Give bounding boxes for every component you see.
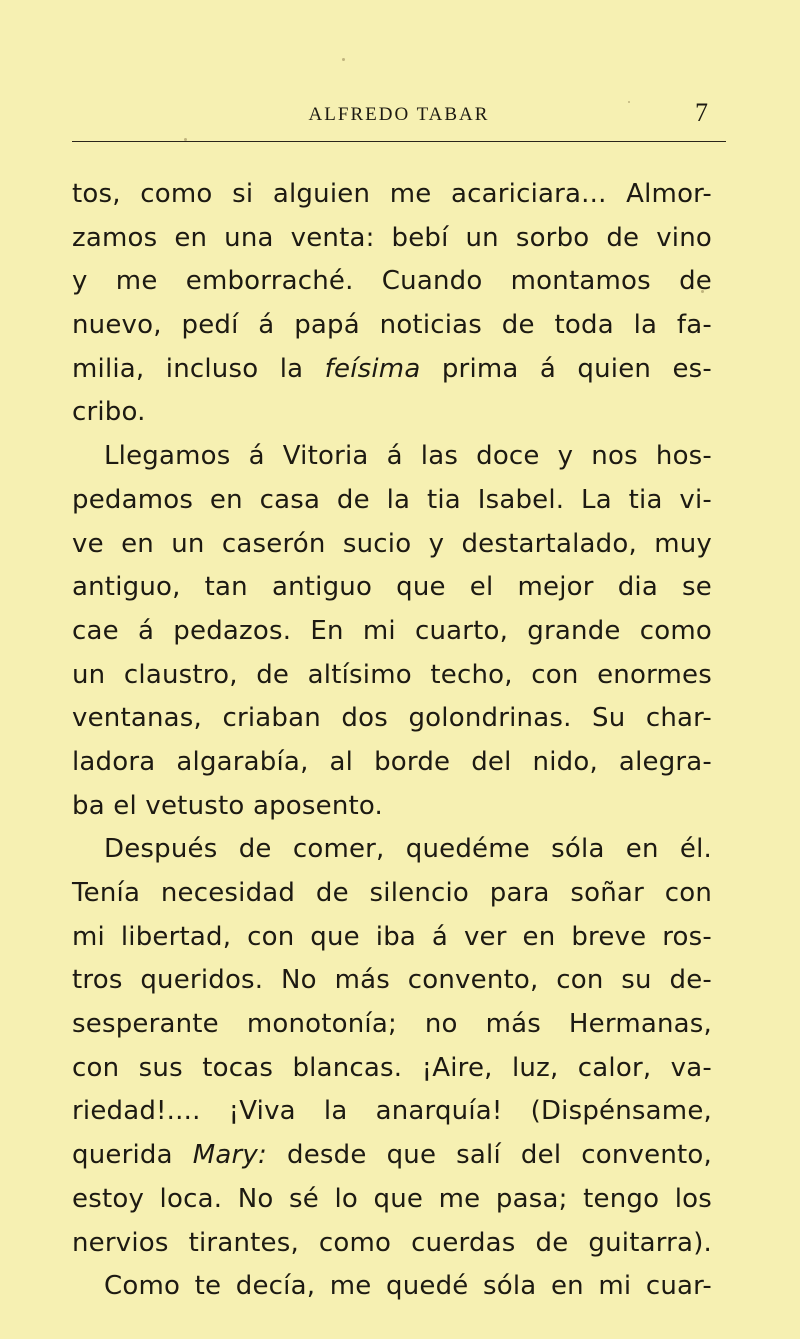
paper-speck bbox=[342, 58, 345, 61]
running-title: ALFREDO TABAR bbox=[308, 104, 490, 125]
italic-word: feísima bbox=[324, 353, 421, 384]
text-line: Llegamos á Vitoria á las doce y nos hos- bbox=[104, 441, 712, 472]
paper-speck bbox=[701, 290, 704, 293]
text-line: riedad!.... ¡Viva la anarquía! (Dispénsame, bbox=[72, 1096, 712, 1127]
text-line: antiguo, tan antiguo que el mejor dia se bbox=[72, 572, 712, 603]
header-rule bbox=[72, 141, 726, 142]
paragraph-2 bbox=[72, 435, 712, 828]
italic-word: Mary: bbox=[192, 1140, 267, 1171]
running-header bbox=[72, 98, 726, 140]
text-line: nervios tirantes, como cuerdas de guitarra). bbox=[72, 1227, 712, 1258]
paper-speck bbox=[628, 101, 630, 103]
text-line: querida Mary: desde que salí del convento, bbox=[72, 1140, 712, 1171]
text-line: ventanas, criaban dos golondrinas. Su char- bbox=[72, 703, 712, 734]
text-line: cae á pedazos. En mi cuarto, grande como bbox=[72, 615, 712, 646]
text-line: ladora algarabía, al borde del nido, alegra- bbox=[72, 746, 712, 777]
page-number: 7 bbox=[695, 98, 708, 127]
text-line: sesperante monotonía; no más Hermanas, bbox=[72, 1009, 712, 1040]
text-line: y me emborraché. Cuando montamos de bbox=[72, 266, 712, 297]
text-line: milia, incluso la feísima prima á quien es- bbox=[72, 353, 713, 384]
paragraph-1 bbox=[72, 173, 712, 435]
text-line: nuevo, pedí á papá noticias de toda la fa- bbox=[72, 310, 712, 341]
text-line: con sus tocas blancas. ¡Aire, luz, calor, va- bbox=[72, 1052, 712, 1083]
text-line: pedamos en casa de la tia Isabel. La tia vi- bbox=[72, 484, 712, 515]
paragraph-3 bbox=[72, 828, 712, 1265]
text-line: Tenía necesidad de silencio para soñar con bbox=[72, 878, 712, 908]
text-line: cribo. bbox=[72, 397, 146, 428]
paragraph-4 bbox=[72, 1265, 712, 1309]
text-line: un claustro, de altísimo techo, con enormes bbox=[72, 659, 712, 690]
text-line: Como te decía, me quedé sóla en mi cuar- bbox=[104, 1271, 712, 1302]
text-line: mi libertad, con que iba á ver en breve ros- bbox=[72, 921, 712, 952]
text-line: estoy loca. No sé lo que me pasa; tengo los bbox=[72, 1183, 712, 1214]
text-line: ve en un caserón sucio y destartalado, muy bbox=[72, 528, 712, 559]
text-line: tros queridos. No más convento, con su de- bbox=[72, 965, 712, 996]
text-line: tos, como si alguien me acariciara... Almor- bbox=[72, 179, 712, 209]
text-line: ba el vetusto aposento. bbox=[72, 790, 384, 821]
text-line: zamos en una venta: bebí un sorbo de vino bbox=[72, 222, 712, 253]
body-text bbox=[72, 173, 712, 1309]
paper-speck bbox=[184, 138, 187, 141]
text-line: Después de comer, quedéme sóla en él. bbox=[104, 834, 712, 865]
